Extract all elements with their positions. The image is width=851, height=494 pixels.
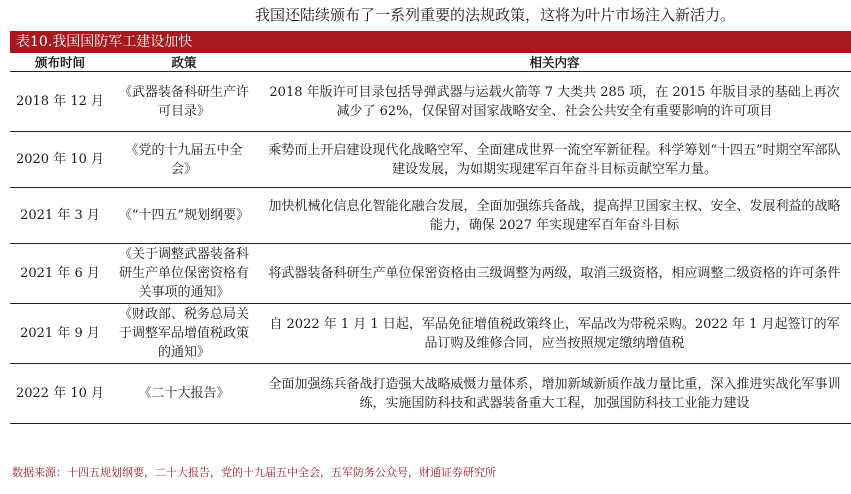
row-date: 2021 年 3 月 (10, 188, 110, 244)
row-policy: 《财政部、税务总局关于调整军品增值税政策的通知》 (110, 304, 258, 364)
intro-paragraph: 我国还陆续颁布了一系列重要的法规政策，这将为叶片市场注入新活力。 (255, 6, 736, 24)
source-note: 数据来源：十四五规划纲要，二十大报告，党的十九届五中全会，五军防务公众号，财通证券研究所 (12, 466, 496, 479)
row-content: 加快机械化信息化智能化融合发展，全面加强练兵备战，提高捍卫国家主权、安全、发展利益的战略能力，确保 2027 年实现建军百年奋斗目标 (258, 188, 851, 244)
row-policy: 《党的十九届五中全会》 (110, 132, 258, 188)
row-date: 2021 年 9 月 (10, 304, 110, 364)
table-row (10, 132, 851, 188)
row-content: 乘势而上开启建设现代化战略空军、全面建成世界一流空军新征程。科学筹划“十四五”时期空军部队建设发展，为如期实现建军百年奋斗目标贡献空军力量。 (258, 132, 851, 188)
row-content: 全面加强练兵备战打造强大战略威慑力量体系，增加新域新质作战力量比重，深入推进实战化军事训练，实施国防科技和武器装备重大工程，加强国防科技工业能力建设 (258, 364, 851, 424)
row-date: 2022 年 10 月 (10, 364, 110, 424)
row-content: 2018 年版许可目录包括导弹武器与运载火箭等 7 大类共 285 项，在 2015 年版目录的基础上再次减少了 62%，仅保留对国家战略安全、社会公共安全有重要影响的许可项目 (258, 72, 851, 132)
table-row (10, 244, 851, 304)
row-date: 2020 年 10 月 (10, 132, 110, 188)
table-title: 表10.我国国防军工建设加快 (10, 31, 851, 53)
row-policy: 《“十四五”规划纲要》 (110, 188, 258, 244)
column-header-content: 相关内容 (258, 53, 851, 72)
table-header-row (10, 53, 851, 72)
table-row (10, 364, 851, 424)
table-row (10, 72, 851, 132)
row-policy: 《武器装备科研生产许可目录》 (110, 72, 258, 132)
policy-table (10, 53, 851, 424)
table-row (10, 304, 851, 364)
row-date: 2018 年 12 月 (10, 72, 110, 132)
row-content: 将武器装备科研生产单位保密资格由三级调整为两级，取消三级资格，相应调整二级资格的许可条件 (258, 244, 851, 304)
row-policy: 《二十大报告》 (110, 364, 258, 424)
row-date: 2021 年 6 月 (10, 244, 110, 304)
row-content: 自 2022 年 1 月 1 日起，军品免征增值税政策终止，军品改为带税采购。2022 年 1 月起签订的军品订购及维修合同，应当按照规定缴纳增值税 (258, 304, 851, 364)
column-header-policy: 政策 (110, 53, 258, 72)
table-row (10, 188, 851, 244)
column-header-date: 颁布时间 (10, 53, 110, 72)
row-policy: 《关于调整武器装备科研生产单位保密资格有关事项的通知》 (110, 244, 258, 304)
